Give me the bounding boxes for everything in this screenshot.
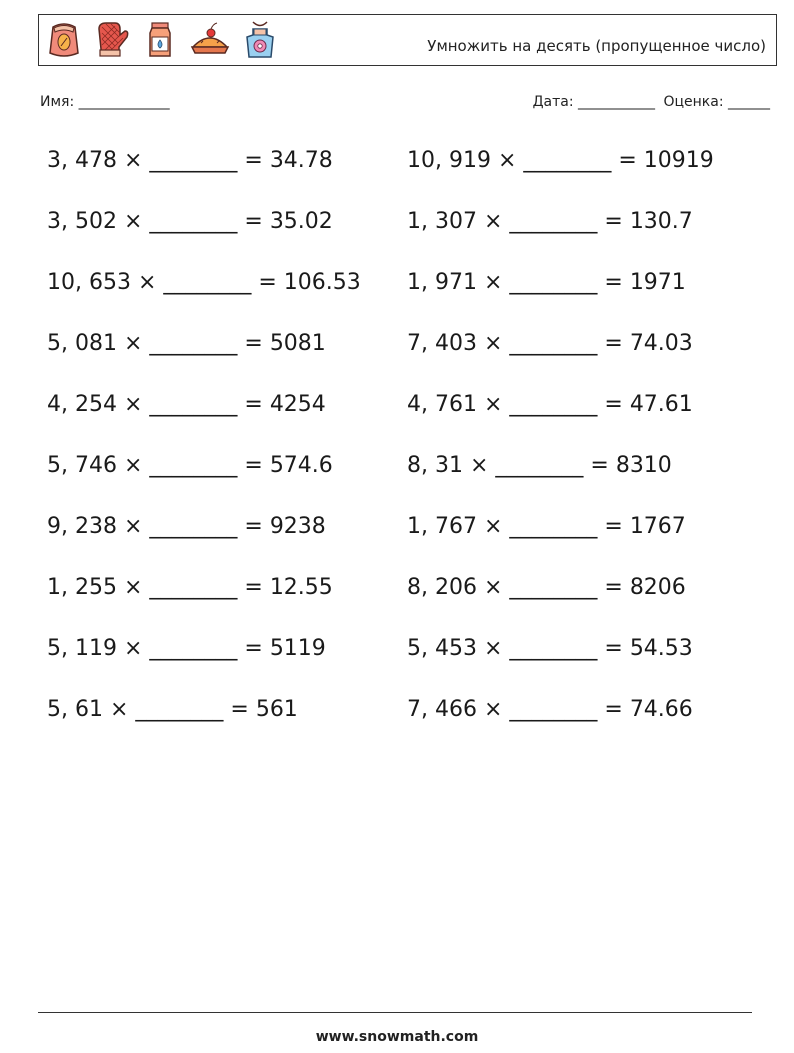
problem-item: 10, 919 × ________ = 10919	[407, 148, 714, 173]
problem-item: 5, 61 × ________ = 561	[47, 697, 298, 722]
footer-url[interactable]: www.snowmath.com	[315, 1029, 479, 1045]
footer-divider	[38, 1012, 752, 1013]
name-field-label: Имя: _____________	[40, 94, 170, 110]
date-field-label: Дата: ___________	[532, 94, 656, 110]
problem-item: 3, 502 × ________ = 35.02	[47, 209, 333, 234]
problem-item: 4, 254 × ________ = 4254	[47, 392, 326, 417]
problem-item: 7, 466 × ________ = 74.66	[407, 697, 693, 722]
problem-item: 5, 453 × ________ = 54.53	[407, 636, 693, 661]
milk-carton-icon	[141, 19, 179, 59]
oven-mitt-icon	[93, 19, 131, 59]
problem-item: 8, 31 × ________ = 8310	[407, 453, 672, 478]
worksheet-title: Умножить на десять (пропущенное число)	[427, 37, 766, 55]
problem-item: 7, 403 × ________ = 74.03	[407, 331, 693, 356]
grade-field-label: Оценка: ______	[663, 94, 770, 110]
problem-item: 9, 238 × ________ = 9238	[47, 514, 326, 539]
pie-icon	[189, 19, 231, 59]
worksheet-header	[38, 14, 777, 66]
problem-item: 3, 478 × ________ = 34.78	[47, 148, 333, 173]
date-grade-fields	[529, 94, 770, 110]
flour-bag-icon	[45, 19, 83, 59]
problem-item: 1, 767 × ________ = 1767	[407, 514, 686, 539]
apron-icon	[241, 19, 279, 59]
problem-item: 4, 761 × ________ = 47.61	[407, 392, 693, 417]
problem-item: 1, 971 × ________ = 1971	[407, 270, 686, 295]
problem-item: 10, 653 × ________ = 106.53	[47, 270, 361, 295]
problem-item: 1, 307 × ________ = 130.7	[407, 209, 693, 234]
problem-item: 5, 081 × ________ = 5081	[47, 331, 326, 356]
problem-item: 5, 119 × ________ = 5119	[47, 636, 326, 661]
problem-item: 5, 746 × ________ = 574.6	[47, 453, 333, 478]
problem-item: 8, 206 × ________ = 8206	[407, 575, 686, 600]
header-icons	[45, 19, 279, 59]
problem-item: 1, 255 × ________ = 12.55	[47, 575, 333, 600]
